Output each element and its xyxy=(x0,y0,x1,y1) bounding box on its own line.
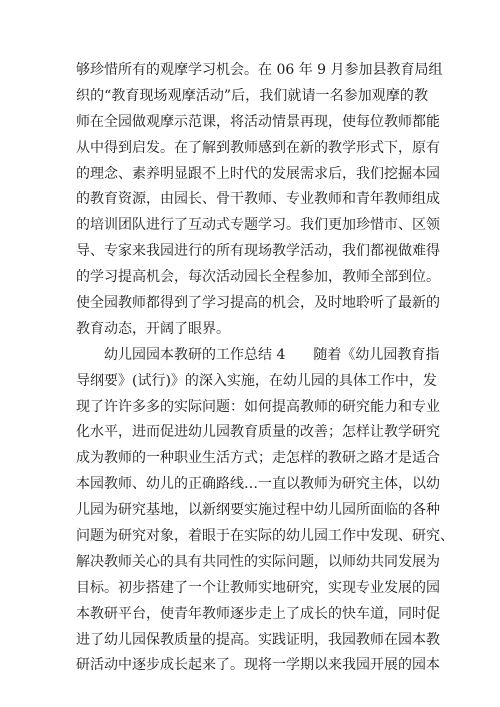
text-line: 的教育资源，由园长、骨干教师、专业教师和青年教师组成 xyxy=(76,191,440,208)
text-line: 本教研平台，使青年教师逐步走上了成长的快车道，同时促 xyxy=(76,605,440,622)
text-line: 够珍惜所有的观摩学习机会。在 06 年 9 月参加县教育局组 xyxy=(76,62,443,78)
text-line: 化水平，进而促进幼儿园教育质量的改善；怎样让教学研究 xyxy=(76,424,440,441)
text-line: 使全园教师都得到了学习提高的机会，及时地聆听了最新的 xyxy=(76,295,440,312)
text-line: 导、专家来我园进行的所有现场教学活动，我们都视做难得 xyxy=(76,243,440,260)
text-line: 进了幼儿园保教质量的提高。实践证明，我园教师在园本教 xyxy=(76,631,440,648)
text-line: 的理念、素养明显跟不上时代的发展需求后，我们挖掘本园 xyxy=(76,165,440,182)
text-line: 导纲要》(试行)》的深入实施，在幼儿园的具体工作中，发 xyxy=(76,372,437,389)
text-line: 成为教师的一种职业生活方式；走怎样的教研之路才是适合 xyxy=(76,450,440,467)
text-line: 儿园为研究基地，以新纲要实施过程中幼儿园所面临的各种 xyxy=(76,502,440,519)
text-line: 织的“教育现场观摩活动”后，我们就请一名参加观摩的教 xyxy=(76,87,428,104)
text-line: 从中得到启发。在了解到教师感到在新的教学形式下，原有 xyxy=(76,139,440,156)
text-line: 本园教师、幼儿的正确路线…一直以教师为研究主体，以幼 xyxy=(76,476,440,493)
section-heading-line: 幼儿园园本教研的工作总结 4 随着《幼儿园教育指 xyxy=(104,346,440,363)
text-line: 教育动态，开阔了眼界。 xyxy=(76,320,230,337)
text-line: 师在全园做观摩示范课，将活动情景再现，使每位教师都能 xyxy=(76,113,440,130)
text-line: 的培训团队进行了互动式专题学习。我们更加珍惜市、区领 xyxy=(76,217,440,234)
text-line: 研活动中逐步成长起来了。现将一学期以来我园开展的园本 xyxy=(76,657,440,674)
text-line: 的学习提高机会，每次活动园长全程参加，教师全部到位。 xyxy=(76,269,440,286)
text-line: 现了许许多多的实际问题：如何提高教师的研究能力和专业 xyxy=(76,398,440,415)
text-line: 目标。初步搭建了一个让教师实地研究，实现专业发展的园 xyxy=(76,579,440,596)
text-line: 解决教师关心的具有共同性的实际问题，以师幼共同发展为 xyxy=(76,553,440,570)
body-text xyxy=(76,58,454,679)
text-line: 问题为研究对象，着眼于在实际的幼儿园工作中发现、研究、 xyxy=(76,528,454,545)
